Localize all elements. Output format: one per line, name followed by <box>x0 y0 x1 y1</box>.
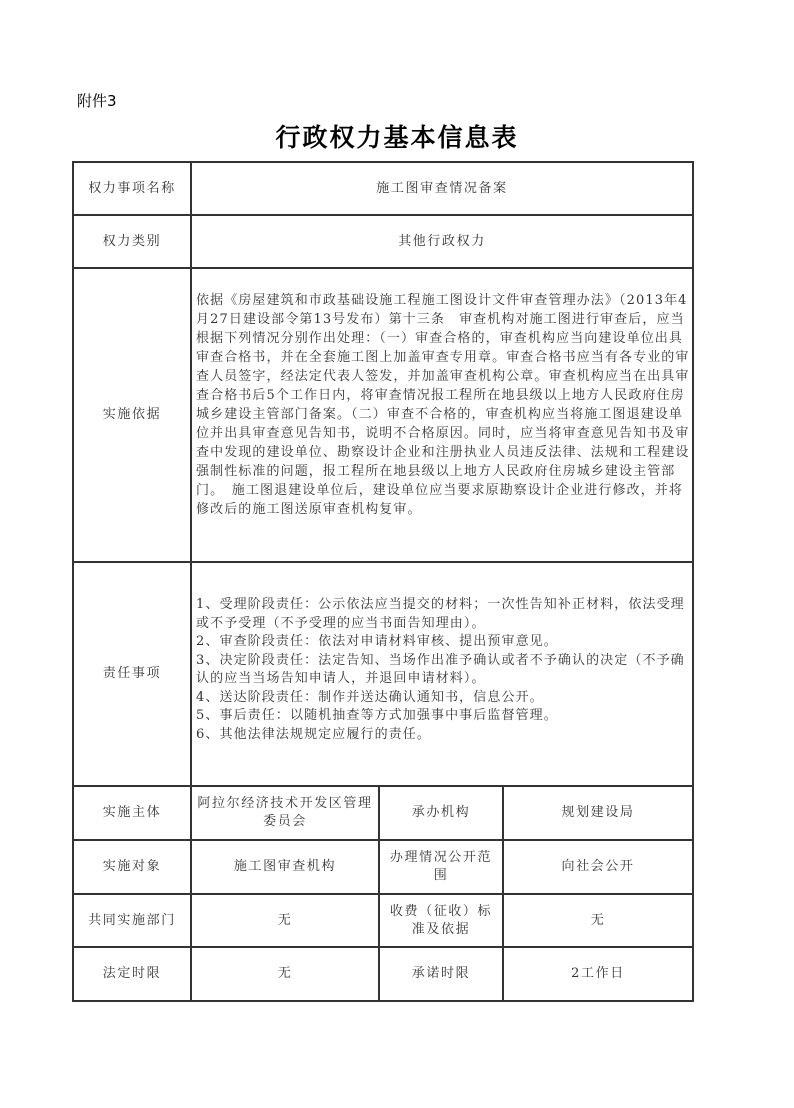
responsibilities-value <box>191 562 693 786</box>
basis-label: 实施依据 <box>73 268 191 562</box>
grid-label: 承诺时限 <box>379 947 503 1001</box>
item-name-label: 权力事项名称 <box>73 162 191 215</box>
row-implementing-object <box>73 840 693 894</box>
row-responsibilities <box>73 562 693 786</box>
responsibility-item: 6、其他法律法规规定应履行的责任。 <box>196 726 431 742</box>
responsibility-item: 5、事后责任：以随机抽查等方式加强事中事后监督管理。 <box>196 708 558 723</box>
info-table <box>72 161 694 1002</box>
row-implementing-body <box>73 786 693 840</box>
row-joint-department <box>73 894 693 947</box>
responsibilities-label: 责任事项 <box>73 562 191 786</box>
row-time-limit <box>73 947 693 1001</box>
grid-value: 阿拉尔经济技术开发区管理委员会 <box>191 786 379 840</box>
grid-value: 无 <box>191 894 379 947</box>
grid-value: 无 <box>503 894 693 947</box>
responsibility-item: 4、送达阶段责任：制作并送达确认通知书，信息公开。 <box>196 689 544 705</box>
item-name-value: 施工图审查情况备案 <box>191 162 693 215</box>
grid-value: 规划建设局 <box>503 786 693 840</box>
attachment-label: 附件3 <box>77 92 117 110</box>
grid-label: 实施对象 <box>73 840 191 894</box>
grid-value: 无 <box>191 947 379 1001</box>
category-label: 权力类别 <box>73 215 191 268</box>
row-category <box>73 215 693 268</box>
row-basis <box>73 268 693 562</box>
responsibility-item: 1、受理阶段责任：公示依法应当提交的材料；一次性告知补正材料，依法受理或不予受理（不予受理的应当书面告知理由）。 <box>196 597 685 631</box>
row-item-name <box>73 162 693 215</box>
grid-value: 施工图审查机构 <box>191 840 379 894</box>
category-value: 其他行政权力 <box>191 215 693 268</box>
grid-label: 法定时限 <box>73 947 191 1001</box>
grid-value: 2工作日 <box>503 947 693 1001</box>
responsibility-item: 3、决定阶段责任：法定告知、当场作出准予确认或者不予确认的决定（不予确认的应当当场告知申请人，并退回申请材料）。 <box>196 652 685 686</box>
grid-value: 向社会公开 <box>503 840 693 894</box>
grid-label: 共同实施部门 <box>73 894 191 947</box>
page-title-text: 行政权力基本信息表 <box>275 123 519 152</box>
grid-label: 承办机构 <box>379 786 503 840</box>
basis-value: 依据《房屋建筑和市政基础设施工程施工图设计文件审查管理办法》（2013年4月27日建设部令第13号发布）第十三条 审查机构对施工图进行审查后，应当根据下列情况分别作出处理：（一）审查合格的，审查机构应当向建设单位出具审查合格书，并在全套施工图上加盖审查专用章。审查合格书应当有各专业的审查人员签字，经法定代表人签发，并加盖审查机构公章。审查机构应当在出具审查合格书后5个工作日内，将审查情况报工程所在地县级以上地方人民政府住房城乡建设主管部门备案。（二）审查不合格的，审查机构应当将施工图退建设单位并出具审查意见告知书，说明不合格原因。同时，应当将审查意见告知书及审查中发现的建设单位、勘察设计企业和注册执业人员违反法律、法规和工程建设强制性标准的问题，报工程所在地县级以上地方人民政府住房城乡建设主管部门。 施工图退建设单位后，建设单位应当要求原勘察设计企业进行修改，并将修改后的施工图送原审查机构复审。 <box>191 268 693 562</box>
responsibility-item: 2、审查阶段责任：依法对申请材料审核、提出预审意见。 <box>196 634 558 649</box>
grid-label: 实施主体 <box>73 786 191 840</box>
grid-label: 收费（征收）标准及依据 <box>379 894 503 947</box>
page-title <box>0 118 794 154</box>
grid-label: 办理情况公开范围 <box>379 840 503 894</box>
